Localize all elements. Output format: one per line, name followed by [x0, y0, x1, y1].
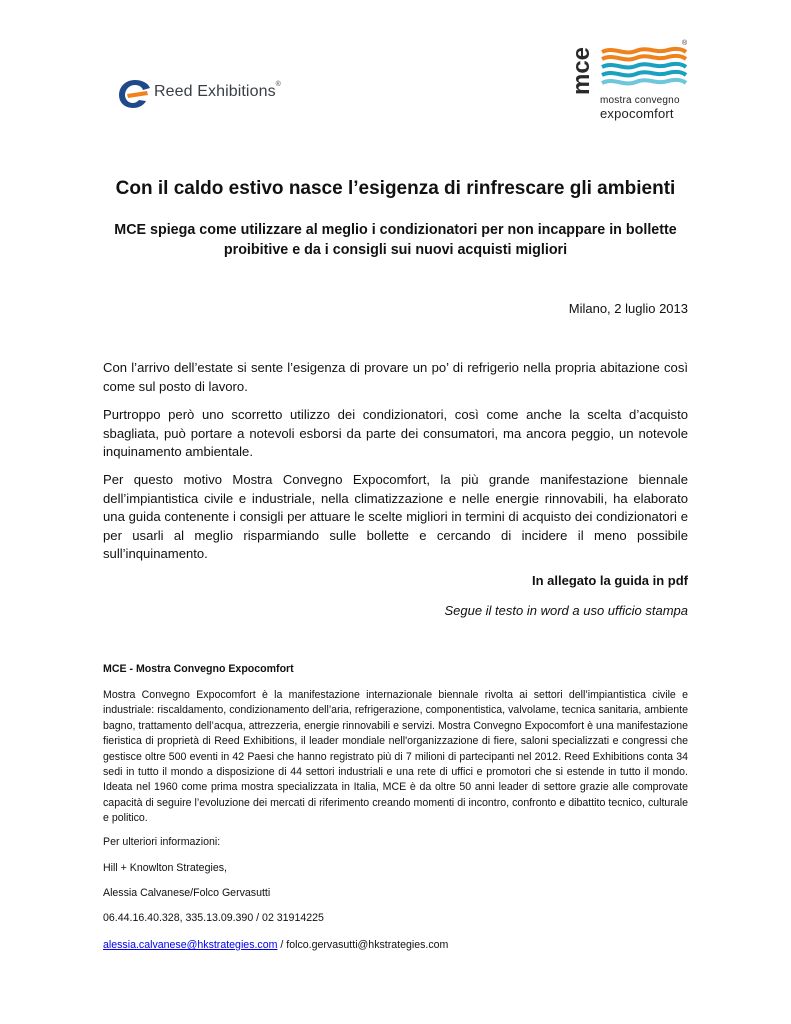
contact-emails [103, 939, 448, 951]
reed-exhibitions-logo [117, 77, 307, 111]
mce-logo-letters: mce [568, 46, 595, 95]
body-paragraph: Per questo motivo Mostra Convegno Expocomfort, la più grande manifestazione biennale dell’impiantistica civile e industriale, nella climatizzazione e nelle energie rinnovabili, ha elaborato una guida contenente i consigli per attuare le scelte migliori in termini di acquisto dei condizionatori e per usarli al meglio risparmiando sulle bollette e cercando di incidere il meno possibile sull’inquinamento. [103, 472, 688, 561]
mce-waves-icon [600, 44, 692, 94]
mce-logo-line2: expocomfort [600, 106, 674, 121]
email-gervasutti: folco.gervasutti@hkstrategies.com [286, 939, 449, 951]
reed-logo-text: Reed Exhibitions® [154, 81, 281, 100]
email-link-calvanese[interactable]: alessia.calvanese@hkstrategies.com [103, 939, 278, 951]
mce-registered-mark: ® [682, 40, 688, 47]
email-separator: / [277, 939, 287, 951]
document-subtitle: MCE spiega come utilizzare al meglio i condizionatori per non incappare in bollette proibitive e da i consigli sui nuovi acquisti migliori [114, 222, 677, 258]
contact-names: Alessia Calvanese/Folco Gervasutti [103, 887, 271, 899]
contact-phones: 06.44.16.40.328, 335.13.09.390 / 02 31914225 [103, 912, 324, 924]
dateline: Milano, 2 luglio 2013 [568, 301, 688, 316]
follow-note: Segue il testo in word a uso ufficio stampa [444, 603, 688, 618]
reed-logo-mark-icon [117, 77, 153, 111]
attachment-note: In allegato la guida in pdf [531, 573, 688, 588]
mce-expocomfort-logo [568, 40, 694, 122]
body-paragraph: Con l’arrivo dell’estate si sente l’esigenza di provare un po’ di refrigerio nella propria abitazione così come sul posto di lavoro. [103, 360, 688, 394]
contact-agency: Hill + Knowlton Strategies, [103, 862, 227, 874]
contact-intro: Per ulteriori informazioni: [103, 836, 221, 848]
document-title: Con il caldo estivo nasce l’esigenza di rinfrescare gli ambienti [115, 178, 676, 199]
about-section-body: Mostra Convegno Expocomfort è la manifestazione internazionale biennale rivolta ai settori dell’impiantistica civile e industriale: riscaldamento, condizionamento dell’aria, refrigerazione, componentistica, valvolame, tecnica sanitaria, ambiente bagno, trattamento dell’acqua, attrezzeria, energie rinnovabili e servizi. Mostra Convegno Expocomfort è una manifestazione fieristica di proprietà di Reed Exhibitions, il leader mondiale nell'organizzazione di fiere, saloni specializzati e congressi che gestisce oltre 500 eventi in 42 Paesi che hanno registrato più di 7 milioni di partecipanti nel 2012. Reed Exhibitions conta 34 sedi in tutto il mondo a disposizione di 44 settori industriali e una rete di uffici e promotori che si estende in tutto il mondo. Ideata nel 1960 come prima mostra specializzata in Italia, MCE è da oltre 50 anni leader di settore grazie alle comprovate capacità di seguire l’evoluzione dei mercati di riferimento creando momenti di incontro, confronto e dibattito tecnico, culturale e politico. [103, 689, 688, 825]
body-paragraph: Purtroppo però uno scorretto utilizzo dei condizionatori, così come anche la scelta d’acquisto sbagliata, può portare a notevoli esborsi da parte dei consumatori, ma ancora peggio, un notevole inquinamento ambientale. [103, 407, 688, 459]
about-section-title: MCE - Mostra Convegno Expocomfort [103, 663, 294, 675]
mce-logo-line1: mostra convegno [600, 95, 680, 106]
